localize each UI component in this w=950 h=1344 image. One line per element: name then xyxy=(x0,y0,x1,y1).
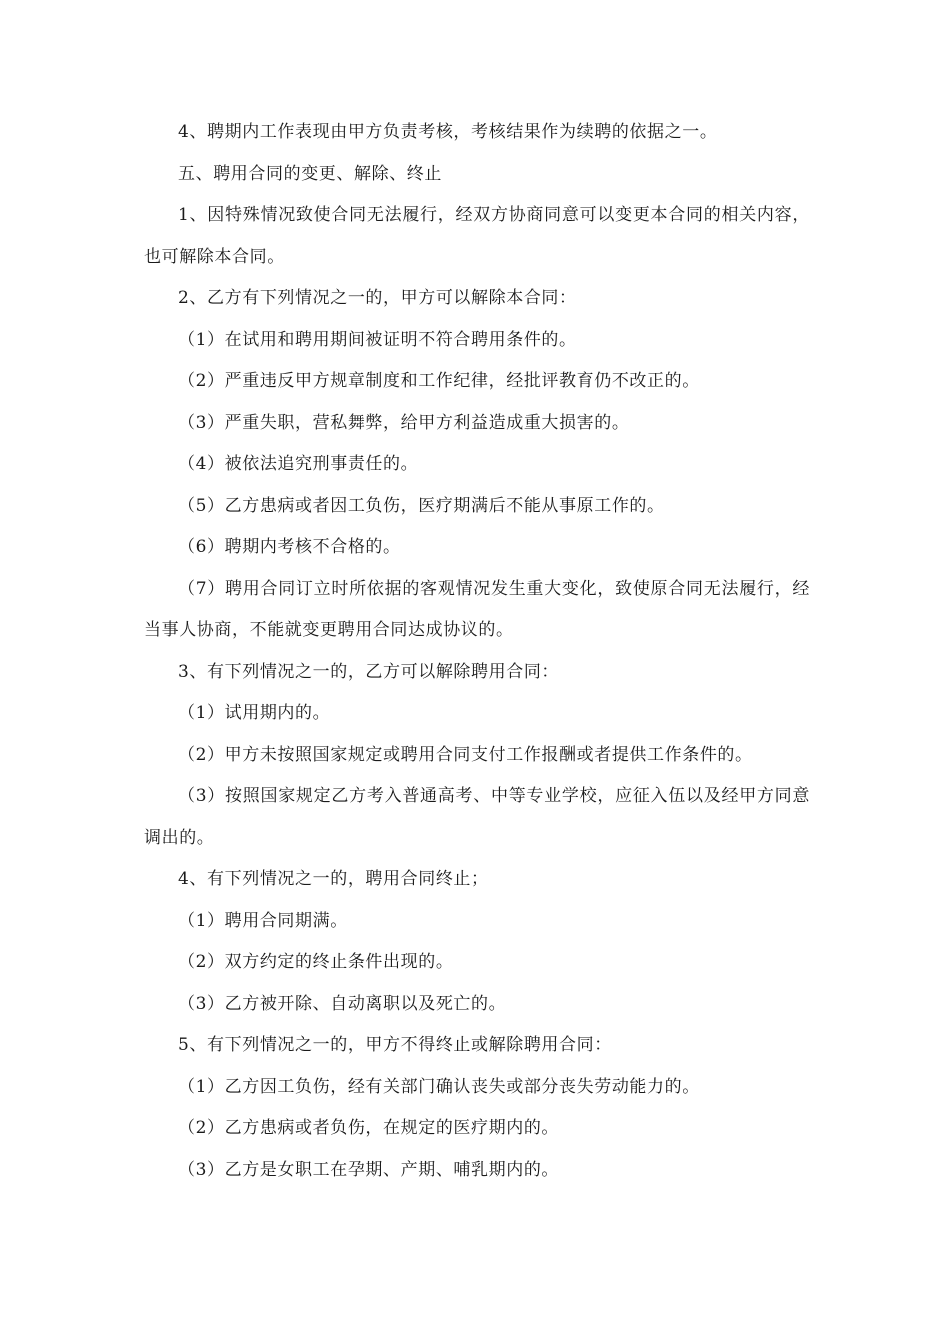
list-item: （2）甲方未按照国家规定或聘用合同支付工作报酬或者提供工作条件的。 xyxy=(178,744,753,765)
paragraph: 4、有下列情况之一的，聘用合同终止； xyxy=(178,869,489,889)
list-item: （1）聘用合同期满。 xyxy=(178,910,348,931)
list-item: （6）聘期内考核不合格的。 xyxy=(178,537,401,557)
list-item: （2）严重违反甲方规章制度和工作纪律，经批评教育仍不改正的。 xyxy=(178,371,700,391)
list-item: （3）严重失职，营私舞弊，给甲方利益造成重大损害的。 xyxy=(178,412,630,433)
list-item: （2）双方约定的终止条件出现的。 xyxy=(178,952,454,972)
paragraph: 5、有下列情况之一的，甲方不得终止或解除聘用合同： xyxy=(178,1035,612,1055)
list-item: （5）乙方患病或者因工负伤，医疗期满后不能从事原工作的。 xyxy=(178,495,665,516)
paragraph: 4、聘期内工作表现由甲方负责考核，考核结果作为续聘的依据之一。 xyxy=(178,122,718,142)
section-heading: 五、聘用合同的变更、解除、终止 xyxy=(178,163,442,184)
list-item: （3）乙方是女职工在孕期、产期、哺乳期内的。 xyxy=(178,1159,560,1180)
paragraph: 1、因特殊情况致使合同无法履行，经双方协商同意可以变更本合同的相关内容，也可解除本合同。 xyxy=(144,205,810,267)
list-item: （3）按照国家规定乙方考入普通高考、中等专业学校，应征入伍以及经甲方同意调出的。 xyxy=(144,786,810,848)
list-item: （1）在试用和聘用期间被证明不符合聘用条件的。 xyxy=(178,329,577,350)
list-item: （1）乙方因工负伤，经有关部门确认丧失或部分丧失劳动能力的。 xyxy=(178,1076,700,1097)
list-item: （3）乙方被开除、自动离职以及死亡的。 xyxy=(178,993,507,1014)
list-item: （1）试用期内的。 xyxy=(178,703,331,723)
list-item: （4）被依法追究刑事责任的。 xyxy=(178,454,419,474)
paragraph: 3、有下列情况之一的，乙方可以解除聘用合同： xyxy=(178,661,560,682)
paragraph: 2、乙方有下列情况之一的，甲方可以解除本合同： xyxy=(178,288,577,308)
list-item: （7）聘用合同订立时所依据的客观情况发生重大变化，致使原合同无法履行，经当事人协商，不能就变更聘用合同达成协议的。 xyxy=(144,578,810,640)
list-item: （2）乙方患病或者负伤，在规定的医疗期内的。 xyxy=(178,1118,560,1138)
